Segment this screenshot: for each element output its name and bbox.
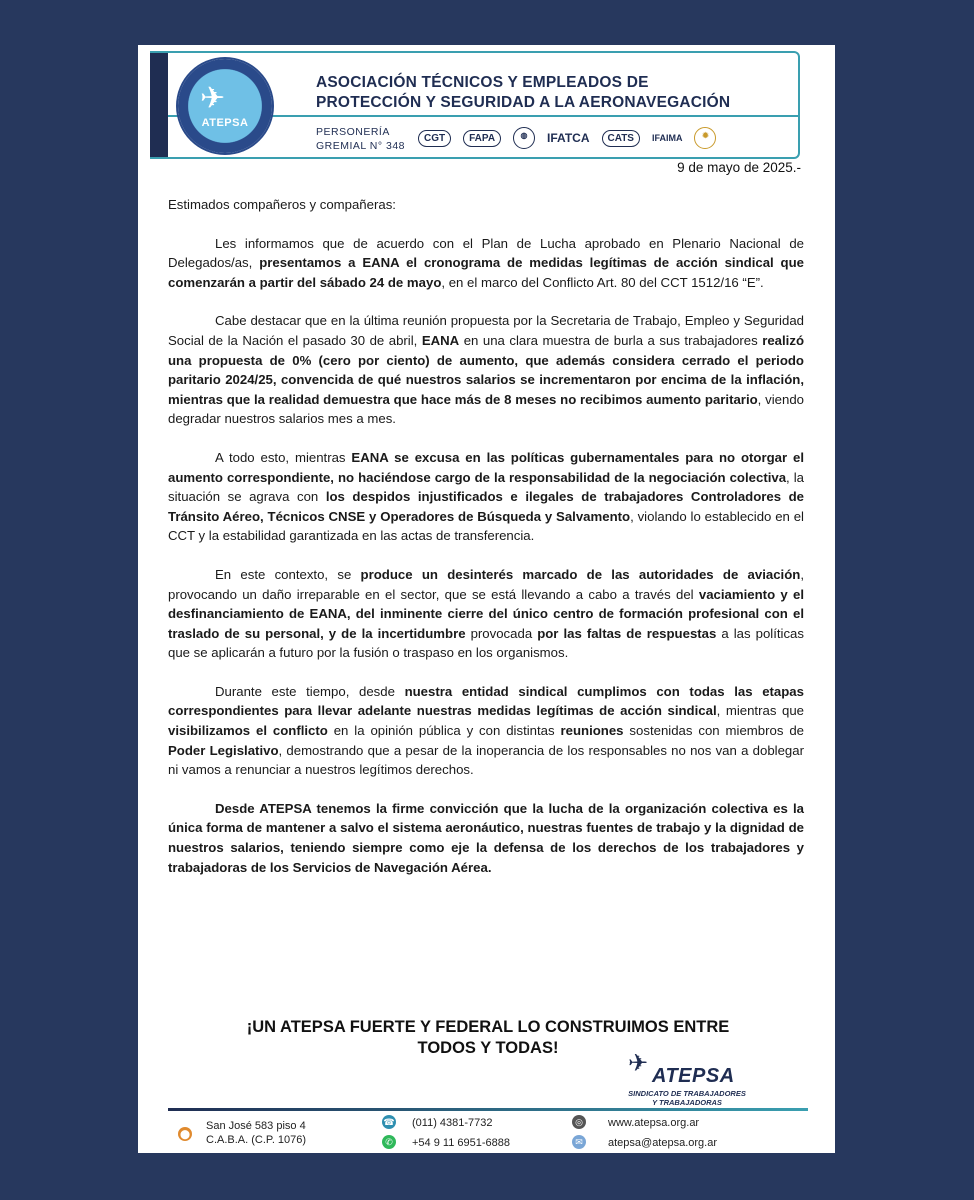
footer-whatsapp: +54 9 11 6951-6888	[412, 1137, 510, 1149]
affiliation-logo-ifatca: IFATCA	[547, 131, 590, 145]
p4-text-c: , provocando un daño irreparable en el sector, que se está llevando a cabo a través del	[168, 566, 804, 602]
affiliation-logo-fapa: FAPA	[463, 130, 501, 147]
slogan-line-2: TODOS Y TODAS!	[417, 1039, 559, 1057]
p5-text-g: sostenidas con miembros de	[623, 723, 804, 739]
atepsa-seal-logo	[178, 59, 272, 153]
p2-bold-b: EANA	[421, 332, 460, 348]
letter-body	[168, 195, 804, 896]
p3-bold-b: EANA se excusa en las políticas gubernamentales para no otorgar el aumento correspondiente, no haciéndose cargo de la responsabilidad de la negociación colectiva	[168, 449, 804, 485]
footer-divider	[168, 1108, 808, 1111]
letter-date: 9 de mayo de 2025.-	[677, 160, 801, 175]
signature-sub-line-1: SINDICATO DE TRABAJADORES	[628, 1089, 746, 1098]
address-line-1: San José 583 piso 4	[206, 1120, 306, 1132]
signature-subtitle	[622, 1089, 752, 1107]
p2-text-c: en una clara muestra de burla a sus trabajadores	[459, 332, 763, 348]
affiliation-logo-cats: CATS	[602, 130, 640, 147]
letter-footer	[168, 1113, 808, 1153]
paragraph-4	[168, 565, 804, 663]
p2-text-e: , viendo degradar nuestros salarios mes a mes.	[168, 391, 804, 427]
personeria-gremial	[316, 125, 426, 153]
p5-text-a: Durante este tiempo, desde	[215, 683, 405, 699]
globe-logo-icon: ◍	[513, 127, 535, 149]
affiliation-logo-ifaima: IFAIMA	[651, 133, 683, 143]
p5-bold-h: Poder Legislativo	[168, 742, 279, 758]
p3-text-c: , la situación se agrava con	[168, 469, 804, 505]
signature-sub-line-2: Y TRABAJADORAS	[652, 1098, 722, 1107]
letter-page	[138, 45, 835, 1153]
footer-phone: (011) 4381-7732	[412, 1117, 493, 1129]
atepsa-signature-logo	[616, 1049, 756, 1107]
airplane-icon: ✈	[628, 1050, 649, 1077]
p1-bold-b: presentamos a EANA el cronograma de medidas legítimas de acción sindical que comenzarán a partir del sábado 24 de mayo	[168, 255, 804, 290]
p6-bold: Desde ATEPSA tenemos la firme convicción que la lucha de la organización colectiva es la única forma de mantener a salvo el sistema aeronáutico, nuestras fuentes de trabajo y la dignidad de nuestros salarios, teniendo siempre como eje la defensa de los derechos de los trabajadores y trabajadoras de los Servicios de Navegación Aérea.	[168, 800, 804, 875]
p2-bold-d: realizó una propuesta de 0% (cero por ciento) de aumento, que además considera cerrado el periodo paritario 2024/25, convencida de qué nuestros salarios se incrementaron por encima de la inflación, mientras que la realidad demuestra que hace más de 8 meses no recibimos aumento paritario	[168, 332, 804, 407]
paragraph-6	[168, 799, 804, 877]
paragraph-5	[168, 682, 804, 780]
paragraph-2	[168, 311, 804, 429]
title-line-2: PROTECCIÓN Y SEGURIDAD A LA AERONAVEGACIÓN	[316, 94, 731, 111]
signature-name: ATEPSA	[652, 1065, 735, 1087]
paragraph-1	[168, 234, 804, 293]
p4-text-a: En este contexto, se	[215, 566, 361, 582]
affiliation-logo-cgt: CGT	[418, 130, 451, 147]
p3-bold-d: los despidos injustificados e ilegales de trabajadores Controladores de Tránsito Aéreo, Técnicos CNSE y Operadores de Búsqueda y Salvamento	[168, 489, 805, 524]
affiliation-logos	[418, 123, 798, 153]
organization-title	[316, 73, 796, 113]
p5-text-i: , demostrando que a pesar de la inoperancia de los responsables no nos van a doblegar ni vamos a renunciar a nuestros legítimos derechos.	[168, 742, 804, 778]
p4-bold-d: vaciamiento y el desfinanciamiento de EANA, del inminente cierre del único centro de formación profesional con el traslado de su personal, y de la incertidumbre	[168, 586, 804, 641]
p3-text-a: A todo esto, mientras	[215, 449, 352, 465]
title-line-1: ASOCIACIÓN TÉCNICOS Y EMPLEADOS DE	[316, 74, 649, 91]
p5-bold-f: reuniones	[560, 723, 624, 739]
seal-name: ATEPSA	[201, 117, 249, 129]
address-line-2: C.A.B.A. (C.P. 1076)	[206, 1134, 307, 1146]
p4-text-e: provocada	[465, 625, 538, 641]
whatsapp-icon: ✆	[382, 1135, 396, 1149]
p5-text-e: en la opinión pública y con distintas	[327, 723, 561, 739]
p1-text-c: , en el marco del Conflicto Art. 80 del CCT 1512/16 “E”.	[441, 274, 764, 290]
personeria-line-2: GREMIAL N° 348	[316, 140, 406, 152]
salutation: Estimados compañeros y compañeras:	[168, 197, 396, 212]
p4-bold-b: produce un desinterés marcado de las autoridades de aviación	[360, 566, 801, 582]
personeria-line-1: PERSONERÍA	[316, 126, 390, 138]
emblem-logo-icon: ✹	[694, 127, 716, 149]
phone-icon: ☎	[383, 1117, 395, 1127]
letterhead-bar	[150, 53, 168, 157]
letterhead	[150, 51, 800, 159]
slogan-line-1: ¡UN ATEPSA FUERTE Y FEDERAL LO CONSTRUIMOS ENTRE	[246, 1018, 730, 1036]
paragraph-3	[168, 448, 804, 546]
airplane-icon: ✈	[200, 82, 226, 115]
email-icon: ✉	[572, 1135, 586, 1149]
p4-text-g: a las políticas que se aplicarán a futuro por la fusión o traspaso en los organismos.	[168, 625, 804, 661]
p4-bold-f: por las faltas de respuestas	[537, 625, 717, 641]
footer-address	[206, 1119, 306, 1147]
p5-bold-b: nuestra entidad sindical cumplimos con todas las etapas correspondientes para llevar adelante nuestras medidas legítimas de acción sindical	[168, 683, 804, 719]
p2-text-a: Cabe destacar que en la última reunión propuesta por la Secretaria de Trabajo, Empleo y Seguridad Social de la Nación el pasado 30 de abril,	[168, 313, 804, 348]
p5-text-c: , mientras que	[716, 703, 805, 719]
globe-icon: ◎	[572, 1115, 586, 1129]
footer-website: www.atepsa.org.ar	[608, 1117, 700, 1129]
location-pin-icon: ⬤	[179, 1129, 191, 1139]
footer-email: atepsa@atepsa.org.ar	[608, 1137, 718, 1149]
p1-text-a: Les informamos que de acuerdo con el Plan de Lucha aprobado en Plenario Nacional de Delegados/as,	[168, 235, 804, 271]
p5-bold-d: visibilizamos el conflicto	[168, 723, 328, 739]
p3-text-e: , violando lo establecido en el CCT y la estabilidad garantizada en las actas de transferencia.	[168, 508, 804, 544]
